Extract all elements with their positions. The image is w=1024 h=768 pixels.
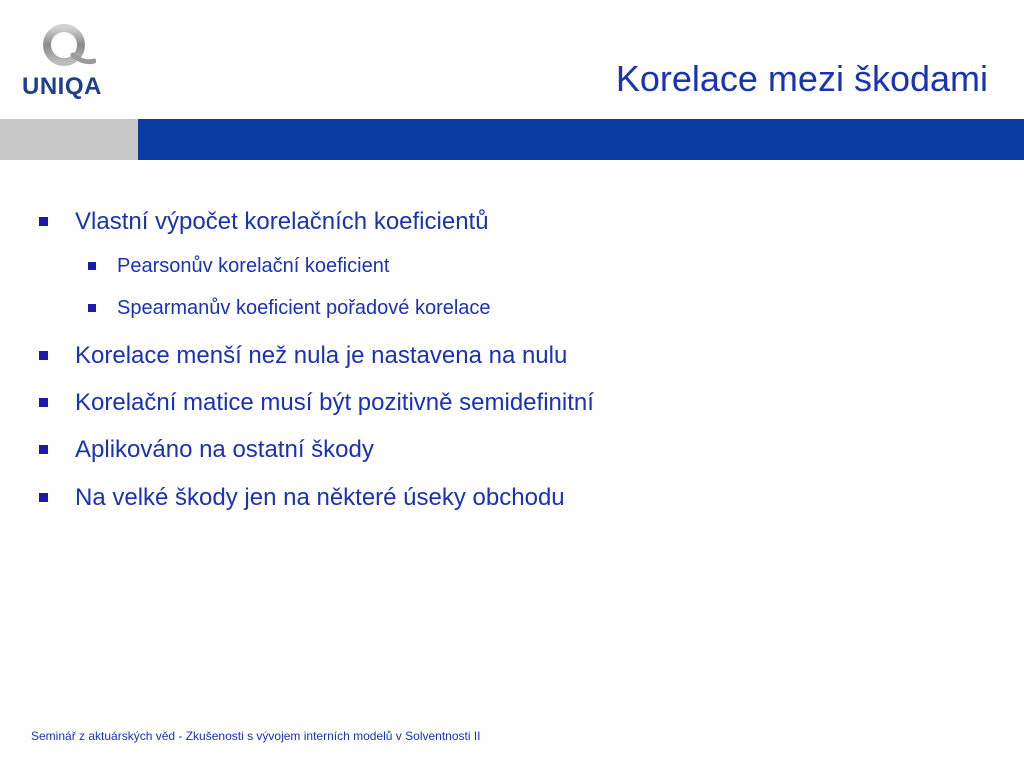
sub-bullet-item bbox=[88, 297, 491, 320]
sub-bullet-text: Spearmanův koeficient pořadové korelace bbox=[117, 297, 491, 319]
bullet-item bbox=[39, 208, 489, 236]
sub-bullet-text: Pearsonův korelační koeficient bbox=[117, 255, 390, 277]
bullet-text: Korelace menší než nula je nastavena na nulu bbox=[75, 342, 568, 369]
bullet-item bbox=[39, 436, 374, 464]
footer-text: Seminář z aktuárských věd - Zkušenosti s vývojem interních modelů v Solventnosti II bbox=[31, 729, 481, 743]
bullet-marker-icon bbox=[88, 262, 96, 270]
bullet-item bbox=[39, 484, 565, 512]
bullet-marker-icon bbox=[39, 351, 48, 360]
uniqa-logo bbox=[22, 24, 122, 100]
bullet-marker-icon bbox=[39, 445, 48, 454]
bullet-item bbox=[39, 342, 567, 370]
bullet-marker-icon bbox=[88, 304, 96, 312]
bullet-marker-icon bbox=[39, 398, 48, 407]
bullet-text: Korelační matice musí být pozitivně semidefinitní bbox=[75, 389, 594, 416]
uniqa-logo-icon bbox=[40, 24, 96, 68]
sub-bullet-item bbox=[88, 255, 389, 278]
bullet-text: Na velké škody jen na některé úseky obchodu bbox=[75, 484, 565, 511]
bullet-text: Aplikováno na ostatní škody bbox=[75, 436, 374, 463]
header-band-gray bbox=[0, 119, 138, 160]
logo-text: UNIQA bbox=[22, 73, 102, 100]
bullet-marker-icon bbox=[39, 217, 48, 226]
bullet-marker-icon bbox=[39, 493, 48, 502]
slide-title: Korelace mezi škodami bbox=[615, 58, 988, 99]
bullet-text: Vlastní výpočet korelačních koeficientů bbox=[75, 208, 489, 235]
bullet-item bbox=[39, 389, 594, 417]
header-band-blue bbox=[138, 119, 1024, 160]
